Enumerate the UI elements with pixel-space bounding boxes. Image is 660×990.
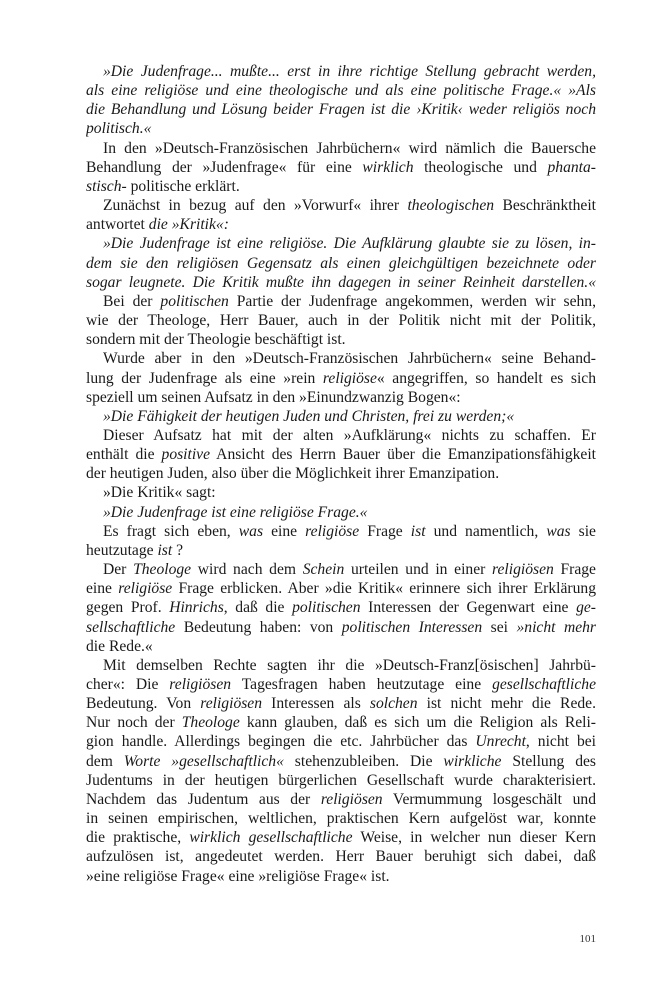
italic-text: religiösen xyxy=(492,561,554,579)
text-line xyxy=(86,158,596,177)
text-segment: sondern mit der Theologie beschäftigt ist. xyxy=(86,331,346,349)
text-segment: Weise, in welcher nun dieser Kern xyxy=(352,829,596,847)
italic-text: theologischen xyxy=(407,197,495,215)
italic-text: gesellschaftliche xyxy=(492,676,596,693)
text-line xyxy=(86,503,596,522)
text-line xyxy=(86,541,596,560)
text-line xyxy=(86,732,596,751)
text-segment: die praktische, xyxy=(86,829,190,847)
text-segment: Frage xyxy=(359,522,411,540)
text-segment: Bedeutung haben: von xyxy=(175,618,342,636)
page-number: 101 xyxy=(579,933,596,945)
text-segment: Tagesfragen haben heutzutage eine xyxy=(231,676,493,693)
italic-text: Theologe xyxy=(181,714,240,732)
text-line xyxy=(86,119,596,138)
text-segment: Wurde aber in den »Deutsch-Französischen Jahrbüchern« seine Behand- xyxy=(103,350,596,368)
text-segment: Ansicht des Herrn Bauer über die Emanzipationsfähigkeit xyxy=(210,446,596,464)
text-segment: antwortet xyxy=(86,216,149,234)
text-segment: Partie der Judenfrage angekommen, werden wir sehn, xyxy=(228,292,596,310)
text-line xyxy=(86,522,596,541)
text-segment: Zunächst in bezug auf den »Vorwurf« ihrer xyxy=(103,197,408,215)
text-segment: Der xyxy=(103,561,134,579)
text-segment: heutzutage xyxy=(86,541,158,559)
text-segment: Es fragt sich eben, xyxy=(103,522,239,540)
text-line xyxy=(86,311,596,330)
text-line xyxy=(86,464,596,483)
text-line xyxy=(86,637,596,656)
italic-text: ist xyxy=(410,522,426,540)
text-segment: Nachdem das Judentum aus der xyxy=(86,790,321,808)
text-segment: « angegriffen, so handelt es sich xyxy=(376,369,596,387)
text-segment: Interessen als xyxy=(262,695,370,713)
text-segment: Bei der xyxy=(103,292,161,310)
italic-text: wirklich gesellschaftliche xyxy=(189,829,353,847)
italic-text: solchen xyxy=(369,695,418,713)
italic-text: wirkliche xyxy=(443,752,502,770)
italic-text: »Die Judenfrage ist eine religiöse Frage.« xyxy=(103,503,368,521)
italic-text: stisch- xyxy=(86,177,127,195)
text-segment: Nur noch der xyxy=(86,714,182,732)
text-line xyxy=(86,598,596,617)
text-line xyxy=(86,713,596,732)
italic-text: sogar leugnete. Die Kritik mußte ihn dagegen in seiner Reinheit darstellen.« xyxy=(86,273,596,291)
text-segment: speziell um seinen Aufsatz in den »Einundzwanzig Bogen«: xyxy=(86,388,461,406)
text-line xyxy=(86,273,596,292)
text-segment: , nicht bei xyxy=(525,733,596,751)
text-segment: eine xyxy=(86,580,119,598)
text-segment: der heutigen Juden, also über die Möglichkeit ihrer Emanzipation. xyxy=(86,465,500,483)
text-segment: Judentums in der heutigen bürgerlichen Gesellschaft wurde charakterisiert. xyxy=(86,771,596,789)
text-segment: sie xyxy=(570,522,596,540)
italic-text: was xyxy=(546,522,571,540)
text-line xyxy=(86,139,596,158)
text-segment: Frage erblicken. Aber »die Kritik« erinnere sich ihrer Erklärung xyxy=(172,580,596,598)
text-segment: cher«: Die xyxy=(86,676,170,693)
text-segment: sei xyxy=(482,618,517,636)
italic-text: »Die Judenfrage... mußte... erst in ihre richtige Stellung gebracht werden, xyxy=(103,63,596,80)
text-segment: Vermummung losgeschält und xyxy=(382,790,596,808)
text-line xyxy=(86,771,596,790)
text-line xyxy=(86,445,596,464)
text-segment: Behandlung der »Judenfrage« für eine xyxy=(86,158,363,176)
text-line xyxy=(86,579,596,598)
italic-text: die Behandlung und Lösung beider Fragen ist die ›Kritik‹ weder religiös noch xyxy=(86,101,596,119)
text-line xyxy=(86,867,596,886)
text-segment: Interessen der Gegenwart eine xyxy=(360,599,577,617)
text-segment: politische erklärt. xyxy=(126,177,240,195)
italic-text: ist xyxy=(157,541,173,559)
text-segment: »Die Kritik« sagt: xyxy=(103,484,216,502)
text-line xyxy=(86,196,596,215)
text-segment: , daß die xyxy=(223,599,293,617)
text-line xyxy=(86,234,596,253)
text-segment: Mit demselben Rechte sagten ihr die »Deutsch-Franz[ösischen] Jahrbü- xyxy=(103,656,596,674)
italic-text: was xyxy=(238,522,264,540)
italic-text: religiöse xyxy=(322,369,377,387)
body-text xyxy=(86,62,596,886)
text-segment: gion handle. Allerdings begingen die etc. Jahrbücher das xyxy=(86,733,476,751)
text-segment: aufzulösen ist, angedeutet werden. Herr Bauer beruhigt sich dabei, daß xyxy=(86,848,596,866)
text-segment: kann glauben, daß es sich um die Religion als Reli- xyxy=(239,714,596,732)
text-segment: Dieser Aufsatz hat mit der alten »Aufklärung« nichts zu schaffen. Er xyxy=(103,426,596,444)
italic-text: dem sie den religiösen Gegensatz als einen gleichgültigen bezeichnete oder xyxy=(86,254,596,272)
text-line xyxy=(86,349,596,368)
italic-text: Hinrichs xyxy=(169,599,224,617)
text-segment: In den »Deutsch-Französischen Jahrbüchern« wird nämlich die Bauersche xyxy=(103,139,596,157)
text-line xyxy=(86,675,596,694)
text-segment: gegen Prof. xyxy=(86,599,170,617)
italic-text: politischen xyxy=(160,292,229,310)
italic-text: die »Kritik«: xyxy=(148,216,229,234)
italic-text: sellschaftliche xyxy=(86,618,176,636)
italic-text: wirklich xyxy=(362,158,414,176)
text-segment: ? xyxy=(172,541,183,559)
italic-text: positive xyxy=(161,446,211,464)
italic-text: Unrecht xyxy=(475,733,526,751)
text-line xyxy=(86,847,596,866)
italic-text: »Die Fähigkeit der heutigen Juden und Christen, frei zu werden;« xyxy=(103,407,515,425)
italic-text: religiöse xyxy=(118,580,173,598)
text-segment: theologische und xyxy=(413,158,548,176)
text-line xyxy=(86,560,596,579)
text-segment: Beschränktheit xyxy=(494,197,596,215)
italic-text: als eine religiöse und eine theologische und als eine politische Frage.« »Als xyxy=(86,82,596,100)
text-line xyxy=(86,369,596,388)
italic-text: Theologe xyxy=(133,561,192,579)
italic-text: »nicht mehr xyxy=(516,618,596,636)
text-line xyxy=(86,100,596,119)
text-segment: lung der Judenfrage als eine »rein xyxy=(86,369,323,387)
italic-text: religiösen xyxy=(320,790,383,808)
italic-text: religiöse xyxy=(305,522,360,540)
text-segment: urteilen und in einer xyxy=(344,561,492,579)
text-line xyxy=(86,254,596,273)
text-segment: Bedeutung. Von xyxy=(86,695,201,713)
text-segment: die Rede.« xyxy=(86,637,153,655)
text-line xyxy=(86,618,596,637)
italic-text: politischen xyxy=(292,599,361,617)
text-segment: ist nicht mehr die Rede. xyxy=(417,695,596,713)
text-segment: in seinen empirischen, weltlichen, praktischen Kern aufgelöst war, konnte xyxy=(86,810,596,828)
text-line xyxy=(86,62,596,81)
text-line xyxy=(86,694,596,713)
text-segment: enthält die xyxy=(86,446,162,464)
italic-text: »Die Judenfrage ist eine religiöse. Die Aufklärung glaubte sie zu lösen, in- xyxy=(103,235,596,253)
text-line xyxy=(86,215,596,234)
text-line xyxy=(86,483,596,502)
text-line xyxy=(86,330,596,349)
italic-text: ge- xyxy=(576,599,596,617)
text-segment: wie der Theologe, Herr Bauer, auch in der Politik nicht mit der Politik, xyxy=(86,312,596,330)
text-line xyxy=(86,828,596,847)
text-line xyxy=(86,407,596,426)
text-segment: eine xyxy=(263,522,306,540)
italic-text: phanta- xyxy=(547,158,596,176)
italic-text: politisch.« xyxy=(86,120,152,138)
text-line xyxy=(86,292,596,311)
text-line xyxy=(86,790,596,809)
italic-text: religiösen xyxy=(169,676,232,693)
text-segment: und namentlich, xyxy=(425,522,547,540)
text-line xyxy=(86,81,596,100)
text-segment: dem xyxy=(86,752,124,770)
italic-text: politischen Interessen xyxy=(341,618,483,636)
italic-text: Worte »gesellschaftlich« xyxy=(123,752,284,770)
text-line xyxy=(86,388,596,407)
text-line xyxy=(86,656,596,675)
text-segment: Frage xyxy=(553,561,596,579)
italic-text: religiösen xyxy=(200,695,263,713)
text-segment: »eine religiöse Frage« eine »religiöse Frage« ist. xyxy=(86,867,390,885)
italic-text: Schein xyxy=(302,561,345,579)
text-segment: wird nach dem xyxy=(191,561,303,579)
text-line xyxy=(86,752,596,771)
text-segment: stehenzubleiben. Die xyxy=(283,752,444,770)
text-line xyxy=(86,426,596,445)
text-segment: Stellung des xyxy=(501,752,596,770)
text-line xyxy=(86,177,596,196)
text-line xyxy=(86,809,596,828)
